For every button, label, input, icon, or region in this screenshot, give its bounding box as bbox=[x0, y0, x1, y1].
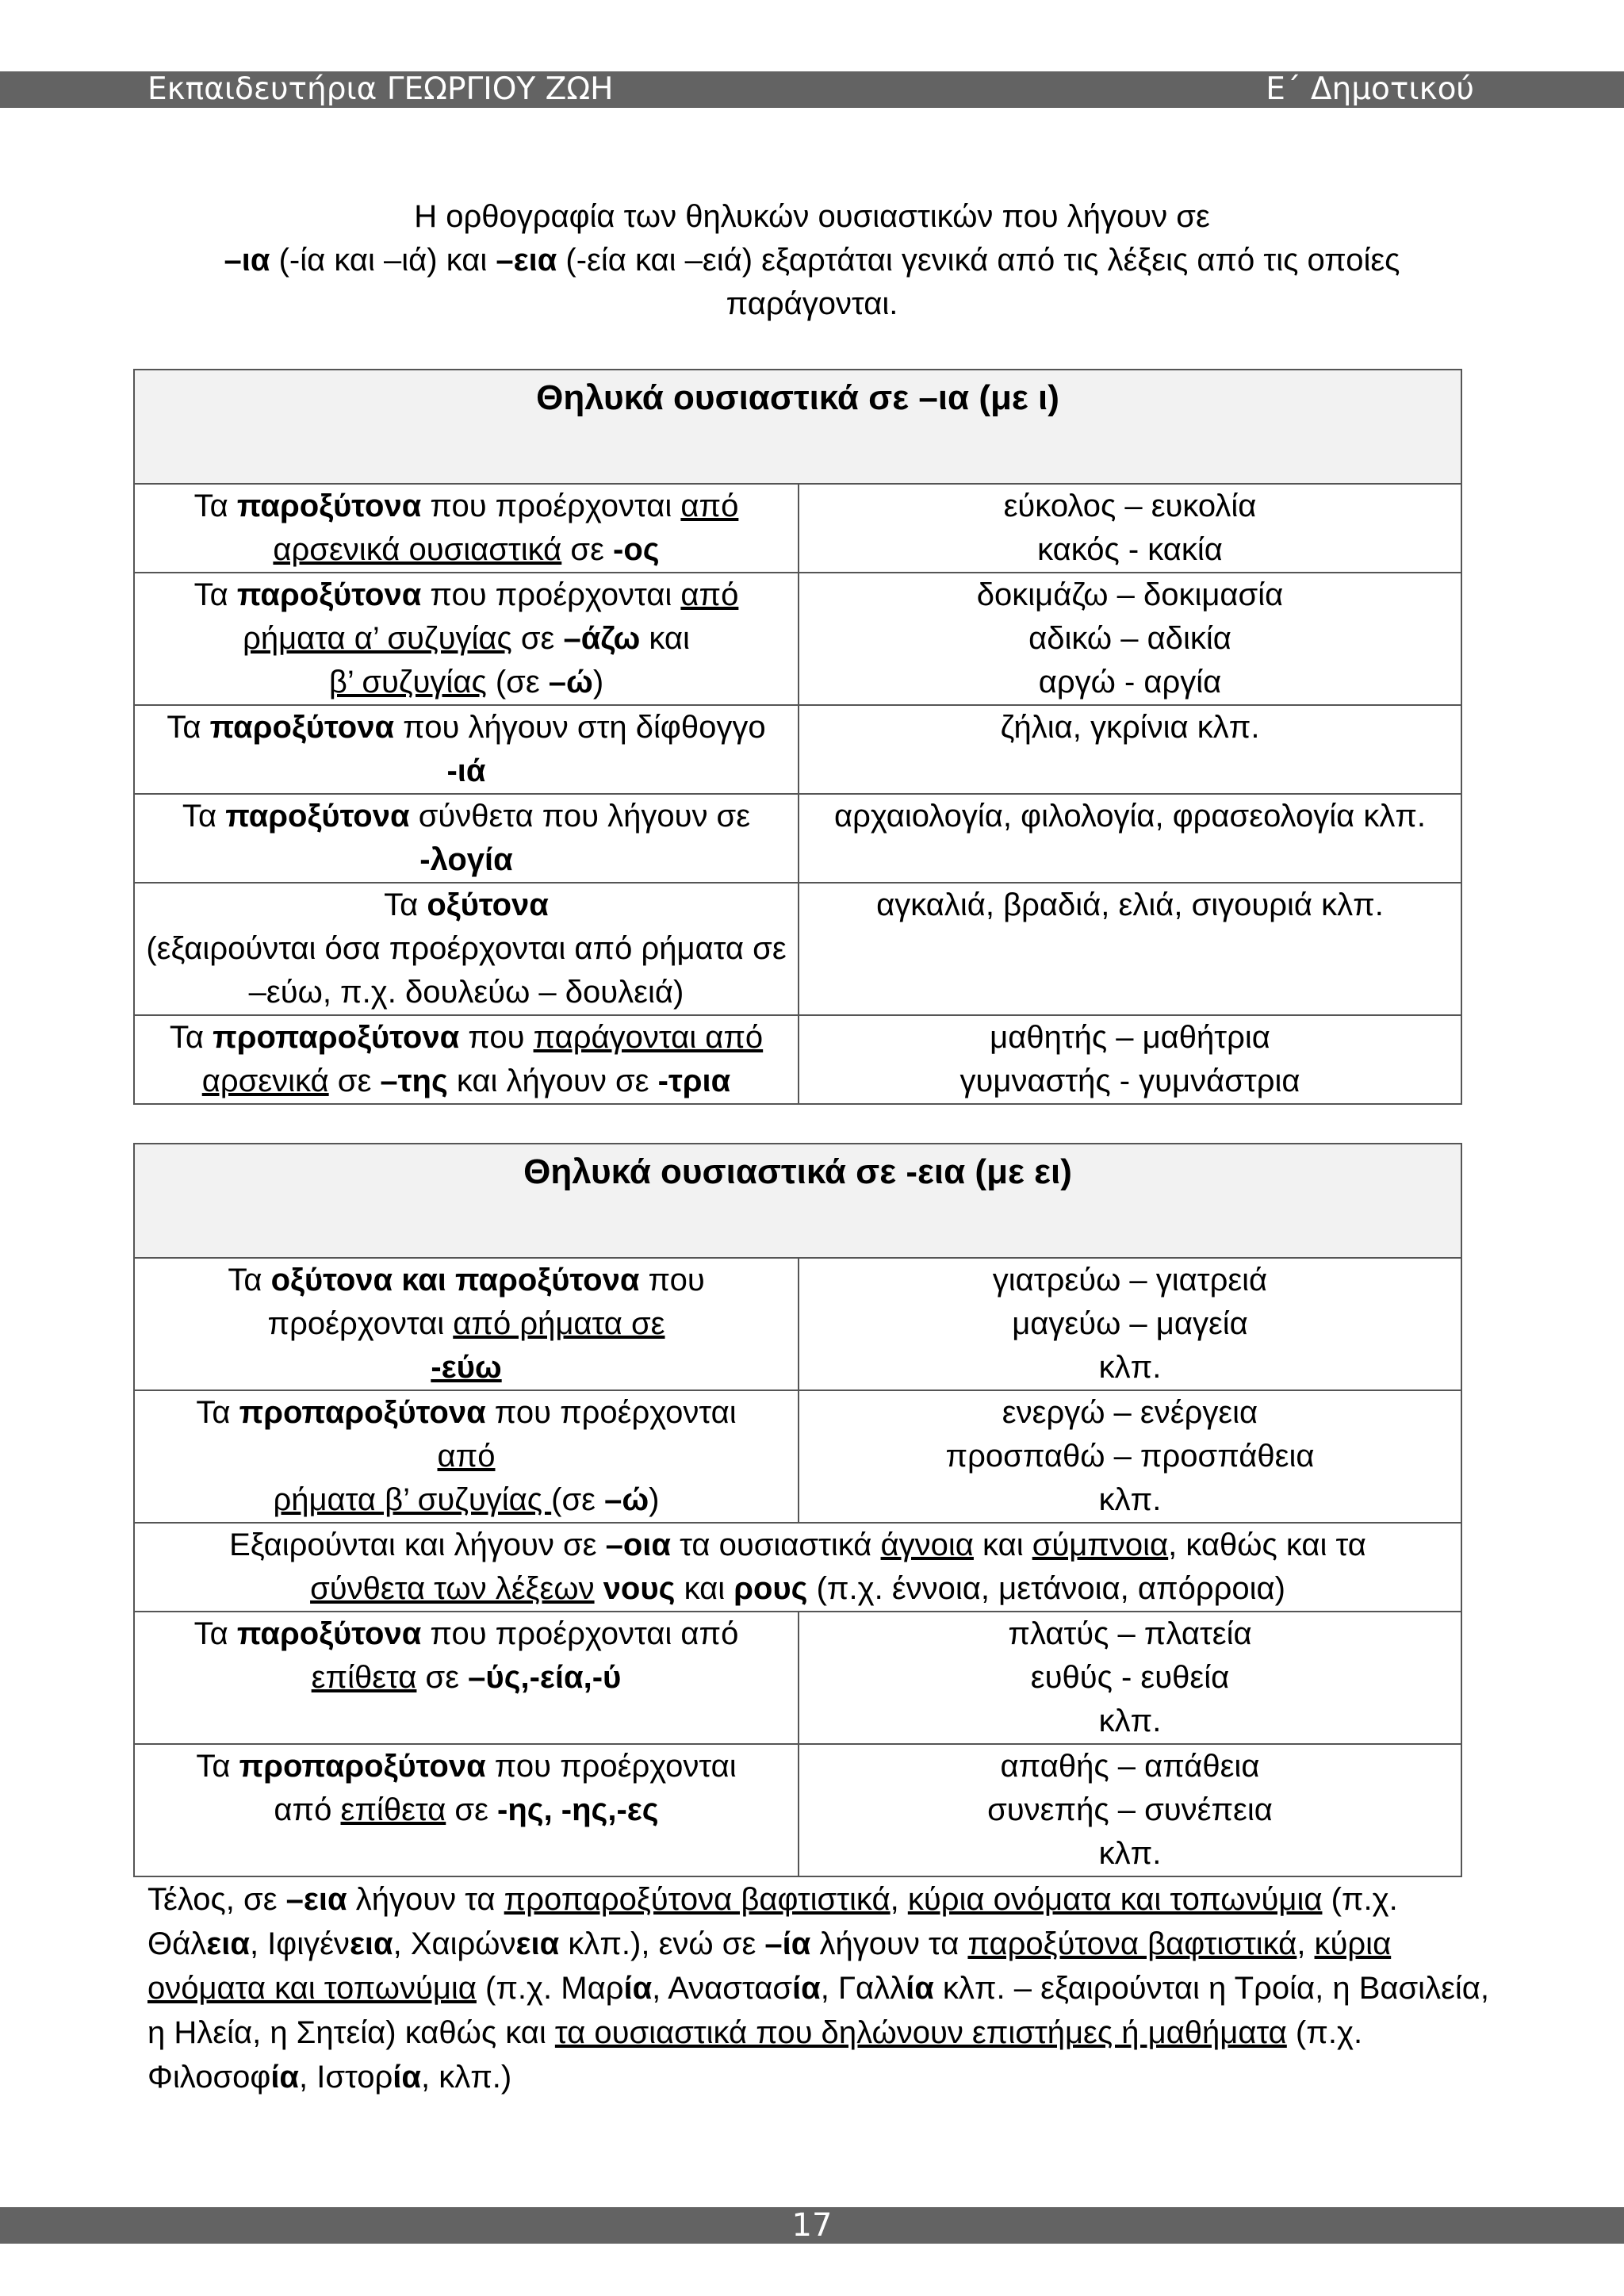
examples-cell: δοκιμάζω – δοκιμασία αδικώ – αδικία αργώ - αργία bbox=[799, 573, 1461, 705]
page-footer bbox=[0, 2207, 1624, 2244]
rule-cell: Τα προπαροξύτονα που προέρχονται από ρήματα β’ συζυγίας (σε –ώ) bbox=[134, 1390, 799, 1523]
grade-label: Ε΄ Δημοτικού bbox=[1266, 71, 1474, 107]
examples-cell: αρχαιολογία, φιλολογία, φρασεολογία κλπ. bbox=[799, 794, 1461, 883]
table-eia-title: Θηλυκά ουσιαστικά σε -εια (με ει) bbox=[134, 1144, 1461, 1258]
examples-cell: αγκαλιά, βραδιά, ελιά, σιγουριά κλπ. bbox=[799, 883, 1461, 1015]
examples-cell: πλατύς – πλατεία ευθύς - ευθεία κλπ. bbox=[799, 1612, 1461, 1744]
rule-cell: Τα οξύτονα και παροξύτονα που προέρχονται από ρήματα σε -εύω bbox=[134, 1258, 799, 1390]
table-row bbox=[134, 573, 1461, 705]
table-row bbox=[134, 1744, 1461, 1876]
conclusion-paragraph: Τέλος, σε –εια λήγουν τα προπαροξύτονα βαφτιστικά, κύρια ονόματα και τοπωνύμια (π.χ. Θάλεια, Ιφιγένεια, Χαιρώνεια κλπ.), ενώ σε –ία λήγουν τα παροξύτονα βαφτιστικά, κύρια ονόματα και τοπωνύμια (π.χ. Μαρία, Αναστασία, Γαλλία κλπ. – εξαιρούνται η Τροία, η Βασιλεία, η Ηλεία, η Σητεία) καθώς και τα ουσιαστικά που δηλώνουν επιστήμες ή μαθήματα (π.χ. Φιλοσοφία, Ιστορία, κλπ.) bbox=[147, 1882, 1490, 2095]
table-ia bbox=[133, 369, 1462, 1105]
examples-cell: ζήλια, γκρίνια κλπ. bbox=[799, 705, 1461, 794]
rule-cell: Τα παροξύτονα που προέρχονται από ρήματα α’ συζυγίας σε –άζω και β’ συζυγίας (σε –ώ) bbox=[134, 573, 799, 705]
table-row bbox=[134, 1258, 1461, 1390]
table-row bbox=[134, 1390, 1461, 1523]
table-row bbox=[134, 1015, 1461, 1104]
rule-cell: Τα παροξύτονα που προέρχονται από αρσενικά ουσιαστικά σε -ος bbox=[134, 484, 799, 573]
examples-cell: απαθής – απάθεια συνεπής – συνέπεια κλπ. bbox=[799, 1744, 1461, 1876]
page-number: 17 bbox=[791, 2207, 833, 2244]
rule-cell: Τα παροξύτονα που προέρχονται από επίθετα σε –ύς,-εία,-ύ bbox=[134, 1612, 799, 1744]
page-header bbox=[0, 71, 1624, 108]
rule-cell: Τα προπαροξύτονα που παράγονται από αρσενικά σε –της και λήγουν σε -τρια bbox=[134, 1015, 799, 1104]
examples-cell: γιατρεύω – γιατρειά μαγεύω – μαγεία κλπ. bbox=[799, 1258, 1461, 1390]
table-row bbox=[134, 705, 1461, 794]
table-row bbox=[134, 1523, 1461, 1612]
school-name: Εκπαιδευτήρια ΓΕΩΡΓΙΟΥ ΖΩΗ bbox=[147, 71, 614, 107]
table-eia bbox=[133, 1143, 1462, 1877]
examples-cell: ενεργώ – ενέργεια προσπαθώ – προσπάθεια κλπ. bbox=[799, 1390, 1461, 1523]
table-ia-title: Θηλυκά ουσιαστικά σε –ια (με ι) bbox=[134, 370, 1461, 484]
intro-line-1: Η ορθογραφία των θηλυκών ουσιαστικών που λήγουν σε bbox=[414, 199, 1210, 234]
table-row bbox=[134, 883, 1461, 1015]
rule-cell: Τα οξύτονα (εξαιρούνται όσα προέρχονται από ρήματα σε –εύω, π.χ. δουλεύω – δουλειά) bbox=[134, 883, 799, 1015]
rule-cell: Τα παροξύτονα που λήγουν στη δίφθογγο -ιά bbox=[134, 705, 799, 794]
intro-paragraph: Η ορθογραφία των θηλυκών ουσιαστικών που λήγουν σε –ια (-ία και –ιά) και –εια (-εία και –ειά) εξαρτάται γενικά από τις λέξεις από τις οποίες παράγονται. bbox=[224, 199, 1400, 321]
table-row bbox=[134, 794, 1461, 883]
examples-cell: εύκολος – ευκολία κακός - κακία bbox=[799, 484, 1461, 573]
exception-cell: Εξαιρούνται και λήγουν σε –οια τα ουσιαστικά άγνοια και σύμπνοια, καθώς και τα σύνθετα των λέξεων νους και ρους (π.χ. έννοια, μετάνοια, απόρροια) bbox=[134, 1523, 1461, 1612]
rule-cell: Τα προπαροξύτονα που προέρχονται από επίθετα σε -ης, -ης,-ες bbox=[134, 1744, 799, 1876]
examples-cell: μαθητής – μαθήτρια γυμναστής - γυμνάστρια bbox=[799, 1015, 1461, 1104]
table-row bbox=[134, 484, 1461, 573]
rule-cell: Τα παροξύτονα σύνθετα που λήγουν σε -λογία bbox=[134, 794, 799, 883]
table-row bbox=[134, 1612, 1461, 1744]
